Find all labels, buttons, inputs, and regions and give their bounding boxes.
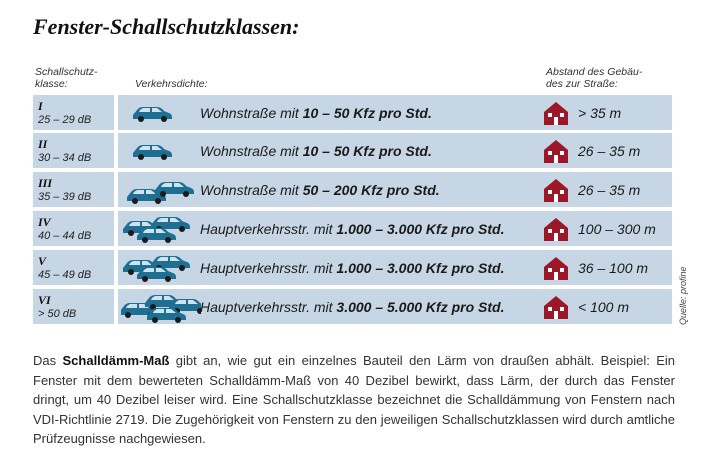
class-cell <box>33 172 114 207</box>
car-icon <box>121 250 201 285</box>
distance-cell <box>535 172 672 207</box>
traffic-volume: 1.000 – 3.000 Kfz pro Std. <box>336 260 505 276</box>
house-icon <box>543 101 569 125</box>
traffic-text <box>200 299 504 315</box>
source-note: Quelle: profine <box>678 266 688 325</box>
street-type: Hauptverkehrsstr. mit <box>200 299 337 315</box>
distance-cell <box>535 250 672 285</box>
distance-text: 100 – 300 m <box>578 221 656 237</box>
class-decibel: 25 – 29 dB <box>38 114 92 126</box>
traffic-volume: 10 – 50 Kfz pro Std. <box>302 105 432 121</box>
traffic-volume: 10 – 50 Kfz pro Std. <box>302 143 432 159</box>
distance-cell <box>535 95 672 130</box>
class-cell <box>33 95 114 130</box>
distance-text: < 100 m <box>578 299 629 315</box>
car-icon <box>121 172 201 207</box>
traffic-volume: 50 – 200 Kfz pro Std. <box>302 182 440 198</box>
class-number: III <box>38 176 53 190</box>
class-number: I <box>38 99 43 113</box>
distance-text: 36 – 100 m <box>578 260 649 276</box>
traffic-volume: 1.000 – 3.000 Kfz pro Std. <box>336 221 505 237</box>
class-number: V <box>38 254 47 268</box>
traffic-cell <box>118 95 560 130</box>
class-number: II <box>38 137 48 151</box>
car-icon <box>121 133 201 168</box>
traffic-cell <box>118 172 560 207</box>
header-distance-line1: Abstand des Gebäu- <box>546 66 643 78</box>
traffic-cell <box>118 133 560 168</box>
paragraph-text: gibt an, wie gut ein einzelnes Bauteil den Lärm von draußen abhält. Beispiel: Ein Fenster mit dem bewerteten Schalldämm-Maß von 40 Dezibel bewirkt, dass Lärm, der durch das Fenster dringt, um 40 Dezibel leiser wird. Eine Schallschutzklasse bezeichnet die Schalldämmung von Fenstern nach VDI-Richtlinie 2719. Die Zugehörigkeit von Fenstern zu den jeweiligen Schallschutzklassen wird durch amtliche Prüfzeugnisse nachgewiesen. <box>33 353 675 446</box>
paragraph-intro: Das <box>33 353 63 368</box>
header-class <box>35 66 125 90</box>
class-cell <box>33 211 114 246</box>
street-type: Hauptverkehrsstr. mit <box>200 221 337 237</box>
class-decibel: > 50 dB <box>38 308 77 320</box>
class-decibel: 40 – 44 dB <box>38 230 92 242</box>
house-icon <box>543 256 569 280</box>
class-decibel: 30 – 34 dB <box>38 152 92 164</box>
description-paragraph <box>33 351 675 449</box>
class-decibel: 45 – 49 dB <box>38 269 92 281</box>
class-cell <box>33 250 114 285</box>
traffic-text <box>200 182 440 198</box>
header-distance-line2: des zur Straße: <box>546 78 618 90</box>
car-icon <box>121 289 201 324</box>
header-distance <box>546 66 686 90</box>
header-traffic: Verkehrsdichte: <box>135 78 208 90</box>
house-icon <box>543 295 569 319</box>
class-number: VI <box>38 293 51 307</box>
traffic-volume: 3.000 – 5.000 Kfz pro Std. <box>336 299 505 315</box>
class-decibel: 35 – 39 dB <box>38 191 92 203</box>
distance-cell <box>535 289 672 324</box>
street-type: Wohnstraße mit <box>200 182 303 198</box>
class-cell <box>33 133 114 168</box>
distance-cell <box>535 211 672 246</box>
house-icon <box>543 178 569 202</box>
traffic-cell <box>118 250 560 285</box>
house-icon <box>543 217 569 241</box>
house-icon <box>543 139 569 163</box>
distance-text: 26 – 35 m <box>578 182 641 198</box>
distance-text: > 35 m <box>578 105 622 121</box>
traffic-text <box>200 105 432 121</box>
traffic-text <box>200 260 504 276</box>
street-type: Wohnstraße mit <box>200 105 303 121</box>
traffic-text <box>200 143 432 159</box>
distance-text: 26 – 35 m <box>578 143 641 159</box>
street-type: Wohnstraße mit <box>200 143 303 159</box>
header-class-line2: klasse: <box>35 78 68 90</box>
class-number: IV <box>38 215 51 229</box>
page-title: Fenster-Schallschutzklassen: <box>33 14 300 39</box>
distance-cell <box>535 133 672 168</box>
traffic-cell <box>118 289 560 324</box>
car-icon <box>121 95 201 130</box>
header-class-line1: Schallschutz- <box>35 66 98 78</box>
street-type: Hauptverkehrsstr. mit <box>200 260 337 276</box>
paragraph-term: Schalldämm-Maß <box>62 353 170 368</box>
class-cell <box>33 289 114 324</box>
traffic-text <box>200 221 504 237</box>
traffic-cell <box>118 211 560 246</box>
car-icon <box>121 211 201 246</box>
